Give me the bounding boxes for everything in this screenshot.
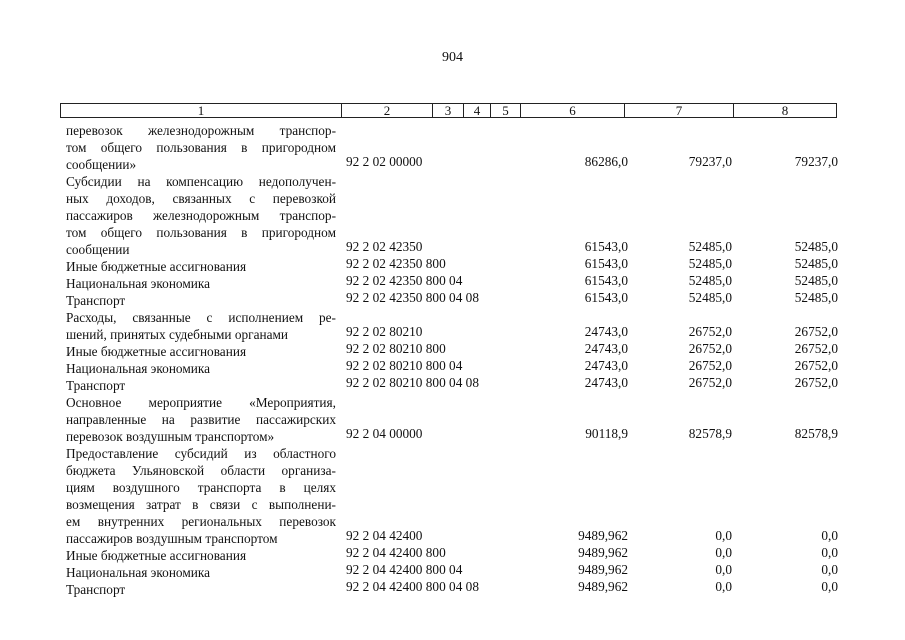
- row-description-line: Транспорт: [66, 293, 126, 308]
- row-description-line: Предоставление субсидий из областного: [66, 446, 336, 461]
- row-code: 92 2 04 42400: [346, 528, 423, 543]
- row-description-line: сообщении: [66, 242, 130, 257]
- row-value-col6: 9489,962: [578, 579, 628, 594]
- row-code: 92 2 02 42350 800 04: [346, 273, 463, 288]
- row-value-col7: 26752,0: [688, 341, 732, 356]
- row-description-line: том общего пользования в пригородном: [66, 225, 336, 240]
- header-col-6: 6: [521, 104, 625, 117]
- header-col-1: 1: [61, 104, 342, 117]
- row-value-col6: 24743,0: [584, 324, 628, 339]
- row-code: 92 2 04 42400 800: [346, 545, 446, 560]
- row-value-col7: 52485,0: [688, 273, 732, 288]
- row-value-col7: 52485,0: [688, 256, 732, 271]
- row-code: 92 2 02 42350 800 04 08: [346, 290, 479, 305]
- row-value-col8: 52485,0: [794, 273, 838, 288]
- row-value-col6: 24743,0: [584, 375, 628, 390]
- row-description-line: ных доходов, связанных с перевозкой: [66, 191, 336, 206]
- row-value-col7: 52485,0: [688, 239, 732, 254]
- header-col-2: 2: [342, 104, 433, 117]
- row-value-col8: 0,0: [821, 528, 838, 543]
- row-value-col8: 26752,0: [794, 324, 838, 339]
- row-code: 92 2 04 42400 800 04: [346, 562, 463, 577]
- row-description-line: пассажиров железнодорожным транспор-: [66, 208, 336, 223]
- row-value-col6: 9489,962: [578, 528, 628, 543]
- row-value-col6: 24743,0: [584, 358, 628, 373]
- row-value-col6: 86286,0: [584, 154, 628, 169]
- header-col-4: 4: [464, 104, 491, 117]
- row-description-line: направленные на развитие пассажирских: [66, 412, 336, 427]
- row-code: 92 2 04 42400 800 04 08: [346, 579, 479, 594]
- row-code: 92 2 02 00000: [346, 154, 423, 169]
- header-col-3: 3: [433, 104, 464, 117]
- row-description-line: Иные бюджетные ассигнования: [66, 259, 247, 274]
- row-description-line: перевозок железнодорожным транспор-: [66, 123, 336, 138]
- row-value-col7: 26752,0: [688, 375, 732, 390]
- page-number: 904: [442, 50, 463, 65]
- row-code: 92 2 02 42350 800: [346, 256, 446, 271]
- row-description-line: циям воздушного транспорта в целях: [66, 480, 336, 495]
- row-value-col6: 61543,0: [584, 273, 628, 288]
- row-description-line: Основное мероприятие «Мероприятия,: [66, 395, 336, 410]
- row-code: 92 2 02 80210: [346, 324, 423, 339]
- row-description-line: бюджета Ульяновской области организа-: [66, 463, 336, 478]
- row-value-col7: 0,0: [715, 545, 732, 560]
- row-value-col8: 52485,0: [794, 239, 838, 254]
- row-value-col6: 90118,9: [585, 426, 628, 441]
- row-value-col7: 0,0: [715, 562, 732, 577]
- row-value-col6: 61543,0: [584, 256, 628, 271]
- row-value-col6: 9489,962: [578, 545, 628, 560]
- row-description-line: возмещения затрат в связи с выполнени-: [66, 497, 336, 512]
- row-description-line: Иные бюджетные ассигнования: [66, 548, 247, 563]
- row-description-line: ем внутренних региональных перевозок: [66, 514, 336, 529]
- row-code: 92 2 02 80210 800 04: [346, 358, 463, 373]
- row-value-col7: 52485,0: [688, 290, 732, 305]
- row-value-col7: 0,0: [715, 528, 732, 543]
- row-value-col8: 82578,9: [794, 426, 838, 441]
- header-col-7: 7: [625, 104, 734, 117]
- row-code: 92 2 04 00000: [346, 426, 423, 441]
- row-value-col8: 26752,0: [794, 358, 838, 373]
- row-description-line: пассажиров воздушным транспортом: [66, 531, 278, 546]
- row-description-line: Иные бюджетные ассигнования: [66, 344, 247, 359]
- row-description-line: перевозок воздушным транспортом»: [66, 429, 275, 444]
- row-value-col8: 0,0: [821, 579, 838, 594]
- row-value-col8: 26752,0: [794, 341, 838, 356]
- row-value-col6: 24743,0: [584, 341, 628, 356]
- row-description-line: Национальная экономика: [66, 565, 211, 580]
- row-description-line: Национальная экономика: [66, 361, 211, 376]
- row-description-line: Транспорт: [66, 378, 126, 393]
- row-description-line: том общего пользования в пригородном: [66, 140, 336, 155]
- row-value-col7: 82578,9: [688, 426, 732, 441]
- row-value-col8: 0,0: [821, 545, 838, 560]
- row-value-col6: 61543,0: [584, 290, 628, 305]
- row-value-col7: 26752,0: [688, 358, 732, 373]
- row-description-line: сообщении»: [66, 157, 137, 172]
- row-value-col8: 79237,0: [794, 154, 838, 169]
- row-value-col6: 9489,962: [578, 562, 628, 577]
- row-value-col8: 26752,0: [794, 375, 838, 390]
- row-value-col7: 79237,0: [688, 154, 732, 169]
- row-description-line: Расходы, связанные с исполнением ре-: [66, 310, 336, 325]
- row-description-line: Национальная экономика: [66, 276, 211, 291]
- row-value-col8: 52485,0: [794, 256, 838, 271]
- row-code: 92 2 02 42350: [346, 239, 423, 254]
- row-code: 92 2 02 80210 800 04 08: [346, 375, 479, 390]
- row-value-col6: 61543,0: [584, 239, 628, 254]
- row-description-line: Субсидии на компенсацию недополучен-: [66, 174, 336, 189]
- row-description-line: шений, принятых судебными органами: [66, 327, 289, 342]
- row-value-col7: 0,0: [715, 579, 732, 594]
- row-value-col7: 26752,0: [688, 324, 732, 339]
- row-description-line: Транспорт: [66, 582, 126, 597]
- row-code: 92 2 02 80210 800: [346, 341, 446, 356]
- header-col-5: 5: [491, 104, 521, 117]
- header-col-8: 8: [781, 103, 789, 118]
- row-value-col8: 52485,0: [794, 290, 838, 305]
- row-value-col8: 0,0: [821, 562, 838, 577]
